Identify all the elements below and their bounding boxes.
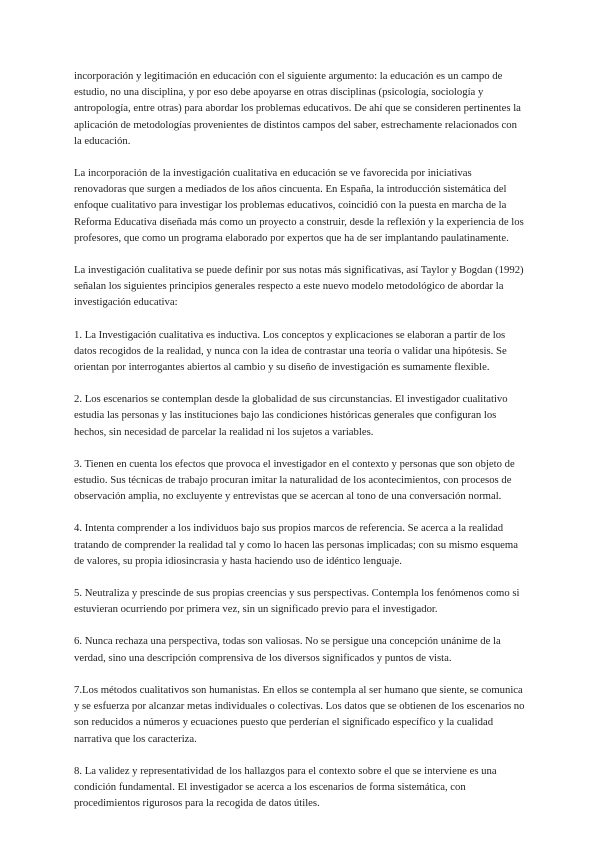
principle-6: 6. Nunca rechaza una perspectiva, todas son valiosas. No se persigue una concepción unánime de la verdad, sino una descripción comprensiva de los diversos significados y puntos de vista. bbox=[74, 635, 501, 664]
paragraph-qualitative-incorporation: La incorporación de la investigación cualitativa en educación se ve favorecida por iniciativas renovadoras que surgen a mediados de los años cincuenta. En España, la introducción sistemática del enfoque cualitativo para investigar los problemas educativos, coincidió con la puesta en marcha de la Reforma Educativa diseñada más como un proyecto a construir, desde la reflexión y la experiencia de los profesores, que como un programa elaborado por expertos que ha de ser implantando paulatinamente. bbox=[74, 167, 524, 244]
paragraph-intro-continuation: incorporación y legitimación en educación con el siguiente argumento: la educación es un campo de estudio, no una disciplina, y por eso debe apoyarse en otras disciplinas (psicología, sociología y antropología, entre otras) para abordar los problemas educativos. De ahí que se consideren pertinentes la aplicación de metodologías provenientes de distintos campos del saber, estrechamente relacionados con la educación. bbox=[74, 70, 521, 147]
principle-5: 5. Neutraliza y prescinde de sus propias creencias y sus perspectivas. Contempla los fenómenos como si estuvieran ocurriendo por primera vez, sin un significado previo para el investigador. bbox=[74, 587, 520, 616]
document-page bbox=[74, 68, 526, 811]
principle-2: 2. Los escenarios se contemplan desde la globalidad de sus circunstancias. El investigador cualitativo estudia las personas y las instituciones bajo las condiciones históricas generales que configuran los hechos, sin necesidad de parcelar la realidad ni los sujetos a variables. bbox=[74, 393, 508, 438]
principle-8: 8. La validez y representatividad de los hallazgos para el contexto sobre el que se interviene es una condición fundamental. El investigador se acerca a los escenarios de forma sistemática, con procedimientos rigurosos para la recogida de datos útiles. bbox=[74, 764, 497, 810]
paragraph-principles-intro: La investigación cualitativa se puede definir por sus notas más significativas, así Taylor y Bogdan (1992) señalan los siguientes principios generales respecto a este nuevo modelo metodológico de abordar la investigación educativa: bbox=[74, 264, 524, 309]
principle-7: 7.Los métodos cualitativos son humanistas. En ellos se contempla al ser humano que siente, se comunica y se esfuerza por alcanzar metas individuales o colectivas. Los datos que se obtienen de los escenarios no son reducidos a números y ecuaciones puesto que perderían el significado específico y la cualidad narrativa que los caracteriza. bbox=[74, 683, 525, 745]
principle-1: 1. La Investigación cualitativa es inductiva. Los conceptos y explicaciones se elaboran a partir de los datos recogidos de la realidad, y nunca con la idea de contrastar una teoría o validar una hipótesis. Se orientan por interrogantes abiertos al cambio y su diseño de investigación es sumamente flexible. bbox=[74, 328, 507, 374]
principle-4: 4. Intenta comprender a los individuos bajo sus propios marcos de referencia. Se acerca a la realidad tratando de comprender la realidad tal y como lo hacen las personas implicadas; con su mismo esquema de valores, su propia idiosincrasia y hasta haciendo uso de idéntico lenguaje. bbox=[74, 522, 518, 567]
principle-3: 3. Tienen en cuenta los efectos que provoca el investigador en el contexto y personas que son objeto de estudio. Sus técnicas de trabajo procuran imitar la naturalidad de los acontecimientos, con procesos de observación amplia, no excluyente y entrevistas que se acercan al tono de una conversación normal. bbox=[74, 457, 515, 503]
